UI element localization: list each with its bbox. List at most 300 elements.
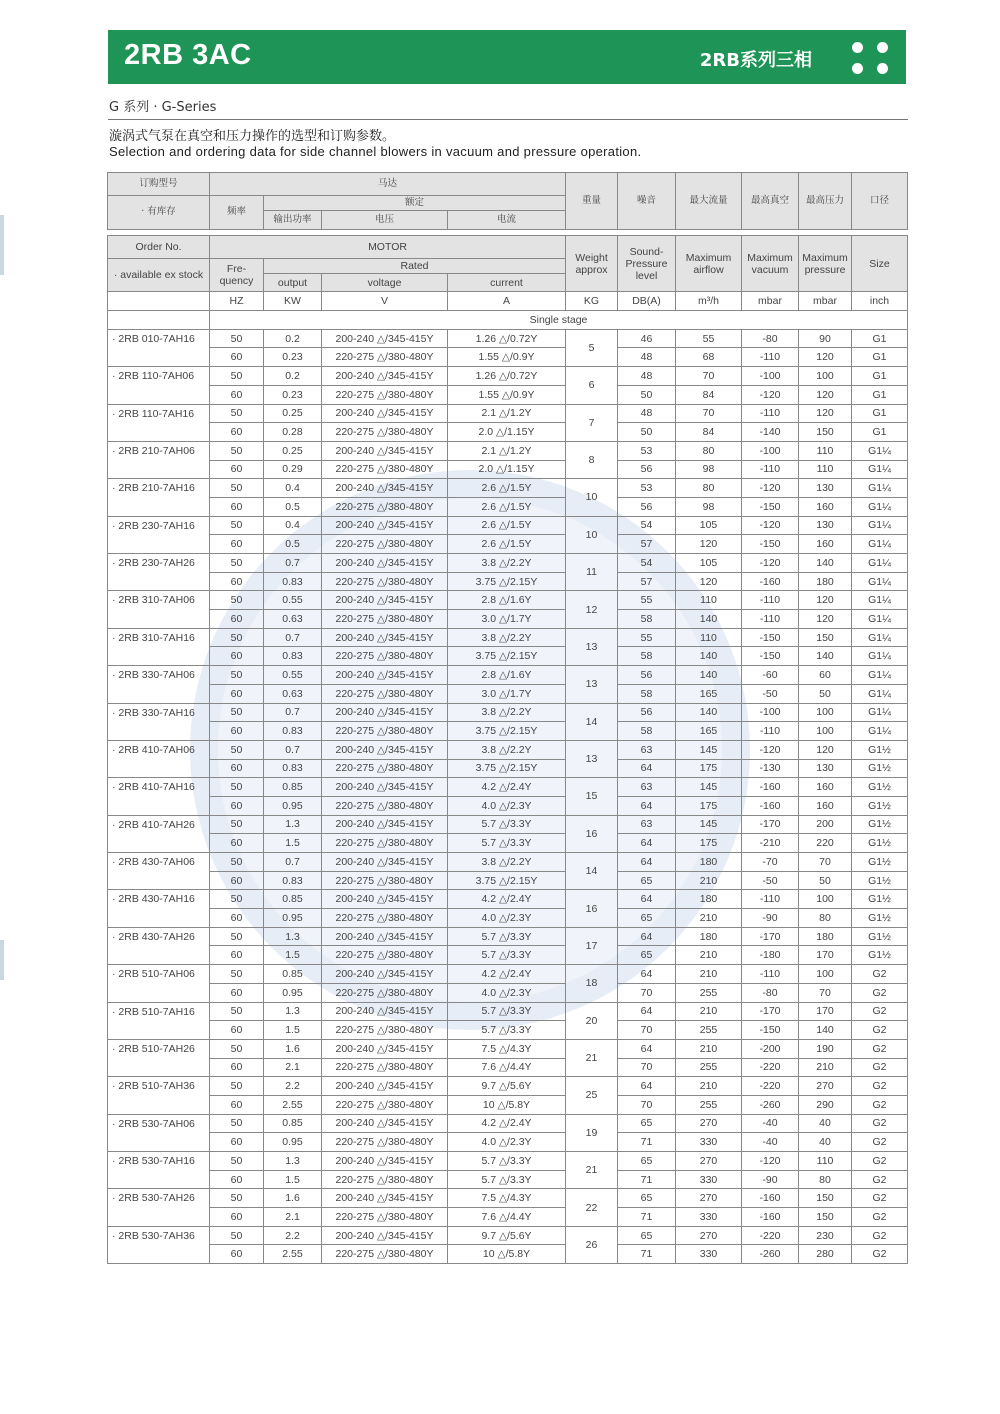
frequency-cell: 50 <box>210 1152 264 1171</box>
size-cell: G2 <box>852 1245 908 1264</box>
current-cell: 1.26 △/0.72Y <box>448 367 566 386</box>
output-cell: 0.83 <box>264 572 322 591</box>
voltage-cell: 200-240 △/345-415Y <box>322 329 448 348</box>
output-cell: 0.95 <box>264 796 322 815</box>
table-row <box>108 367 908 386</box>
size-cell: G1 <box>852 423 908 442</box>
vacuum-cell: -50 <box>742 684 799 703</box>
model-cell: · 2RB 530-7AH06 <box>108 1114 210 1133</box>
table-row <box>108 572 908 591</box>
current-cell: 3.8 △/2.2Y <box>448 554 566 573</box>
cn-vacuum-header: 最高真空 <box>742 173 799 230</box>
unit-airflow: m³/h <box>676 292 742 311</box>
vacuum-cell: -100 <box>742 367 799 386</box>
current-cell: 9.7 △/5.6Y <box>448 1077 566 1096</box>
vacuum-cell: -160 <box>742 796 799 815</box>
voltage-cell: 200-240 △/345-415Y <box>322 1152 448 1171</box>
pressure-cell: 110 <box>799 460 852 479</box>
output-cell: 0.2 <box>264 367 322 386</box>
noise-cell: 70 <box>618 1095 676 1114</box>
frequency-cell: 60 <box>210 834 264 853</box>
vacuum-cell: -210 <box>742 834 799 853</box>
noise-cell: 50 <box>618 423 676 442</box>
size-cell: G1¼ <box>852 572 908 591</box>
table-row <box>108 778 908 797</box>
airflow-cell: 270 <box>676 1189 742 1208</box>
table-row <box>108 460 908 479</box>
weight-cell: 15 <box>566 778 618 815</box>
current-cell: 5.7 △/3.3Y <box>448 1152 566 1171</box>
noise-cell: 53 <box>618 441 676 460</box>
stage-label: Single stage <box>210 311 908 330</box>
table-row <box>108 1095 908 1114</box>
current-cell: 10 △/5.8Y <box>448 1095 566 1114</box>
size-cell: G1½ <box>852 927 908 946</box>
size-cell: G2 <box>852 1208 908 1227</box>
airflow-cell: 165 <box>676 722 742 741</box>
size-cell: G1¼ <box>852 684 908 703</box>
current-cell: 5.7 △/3.3Y <box>448 1002 566 1021</box>
pressure-cell: 40 <box>799 1133 852 1152</box>
noise-cell: 56 <box>618 460 676 479</box>
airflow-cell: 330 <box>676 1208 742 1227</box>
table-row <box>108 871 908 890</box>
vacuum-cell: -200 <box>742 1039 799 1058</box>
voltage-cell: 220-275 △/380-480Y <box>322 610 448 629</box>
pressure-cell: 160 <box>799 796 852 815</box>
frequency-cell: 60 <box>210 1208 264 1227</box>
en-stock-header: · available ex stock <box>108 258 210 292</box>
airflow-cell: 145 <box>676 740 742 759</box>
size-cell: G2 <box>852 983 908 1002</box>
frequency-cell: 60 <box>210 909 264 928</box>
current-cell: 4.2 △/2.4Y <box>448 778 566 797</box>
frequency-cell: 50 <box>210 441 264 460</box>
frequency-cell: 60 <box>210 1245 264 1264</box>
frequency-cell: 60 <box>210 946 264 965</box>
current-cell: 3.75 △/2.15Y <box>448 647 566 666</box>
noise-cell: 58 <box>618 722 676 741</box>
divider <box>108 119 908 120</box>
size-cell: G2 <box>852 1189 908 1208</box>
current-cell: 3.8 △/2.2Y <box>448 853 566 872</box>
noise-cell: 57 <box>618 572 676 591</box>
frequency-cell: 60 <box>210 759 264 778</box>
output-cell: 1.3 <box>264 927 322 946</box>
size-cell: G2 <box>852 1021 908 1040</box>
output-cell: 0.7 <box>264 554 322 573</box>
current-cell: 3.0 △/1.7Y <box>448 684 566 703</box>
weight-cell: 6 <box>566 367 618 404</box>
frequency-cell: 50 <box>210 1226 264 1245</box>
output-cell: 2.1 <box>264 1058 322 1077</box>
current-cell: 3.8 △/2.2Y <box>448 703 566 722</box>
current-cell: 5.7 △/3.3Y <box>448 1021 566 1040</box>
table-row <box>108 946 908 965</box>
current-cell: 2.6 △/1.5Y <box>448 516 566 535</box>
output-cell: 0.28 <box>264 423 322 442</box>
table-row <box>108 1245 908 1264</box>
en-header-row <box>108 235 908 258</box>
table-row <box>108 890 908 909</box>
pressure-cell: 50 <box>799 684 852 703</box>
airflow-cell: 175 <box>676 834 742 853</box>
noise-cell: 57 <box>618 535 676 554</box>
noise-cell: 63 <box>618 815 676 834</box>
voltage-cell: 220-275 △/380-480Y <box>322 1021 448 1040</box>
en-rated-header: Rated <box>264 258 566 273</box>
table-row <box>108 759 908 778</box>
frequency-cell: 60 <box>210 871 264 890</box>
weight-cell: 22 <box>566 1189 618 1226</box>
table-row <box>108 1021 908 1040</box>
spec-table <box>107 172 908 1264</box>
pressure-cell: 230 <box>799 1226 852 1245</box>
size-cell: G1¼ <box>852 703 908 722</box>
voltage-cell: 200-240 △/345-415Y <box>322 441 448 460</box>
vacuum-cell: -110 <box>742 722 799 741</box>
current-cell: 1.55 △/0.9Y <box>448 348 566 367</box>
airflow-cell: 180 <box>676 853 742 872</box>
current-cell: 5.7 △/3.3Y <box>448 1170 566 1189</box>
output-cell: 0.63 <box>264 684 322 703</box>
frequency-cell: 60 <box>210 983 264 1002</box>
frequency-cell: 50 <box>210 740 264 759</box>
noise-cell: 48 <box>618 367 676 386</box>
frequency-cell: 60 <box>210 796 264 815</box>
table-row <box>108 1226 908 1245</box>
output-cell: 1.3 <box>264 815 322 834</box>
current-cell: 2.6 △/1.5Y <box>448 479 566 498</box>
table-row <box>108 834 908 853</box>
model-cell: · 2RB 230-7AH16 <box>108 516 210 535</box>
output-cell: 0.25 <box>264 404 322 423</box>
voltage-cell: 200-240 △/345-415Y <box>322 927 448 946</box>
frequency-cell: 60 <box>210 497 264 516</box>
current-cell: 7.6 △/4.4Y <box>448 1058 566 1077</box>
vacuum-cell: -80 <box>742 329 799 348</box>
table-row <box>108 441 908 460</box>
voltage-cell: 200-240 △/345-415Y <box>322 1077 448 1096</box>
table-row <box>108 610 908 629</box>
voltage-cell: 220-275 △/380-480Y <box>322 1133 448 1152</box>
noise-cell: 46 <box>618 329 676 348</box>
weight-cell: 14 <box>566 853 618 890</box>
current-cell: 3.8 △/2.2Y <box>448 740 566 759</box>
noise-cell: 64 <box>618 834 676 853</box>
noise-cell: 64 <box>618 965 676 984</box>
en-motor-header: MOTOR <box>210 235 566 258</box>
pressure-cell: 100 <box>799 890 852 909</box>
pressure-cell: 120 <box>799 385 852 404</box>
size-cell: G2 <box>852 1002 908 1021</box>
current-cell: 9.7 △/5.6Y <box>448 1226 566 1245</box>
pressure-cell: 60 <box>799 666 852 685</box>
model-cell: · 2RB 510-7AH16 <box>108 1002 210 1021</box>
noise-cell: 71 <box>618 1245 676 1264</box>
description-cn: 漩涡式气泵在真空和压力操作的选型和订购参数。 <box>109 129 396 144</box>
unit-vacuum: mbar <box>742 292 799 311</box>
output-cell: 0.7 <box>264 628 322 647</box>
output-cell: 0.55 <box>264 666 322 685</box>
pressure-cell: 120 <box>799 591 852 610</box>
current-cell: 3.75 △/2.15Y <box>448 871 566 890</box>
table-row <box>108 329 908 348</box>
en-vacuum-header: Maximum vacuum <box>742 235 799 292</box>
pressure-cell: 270 <box>799 1077 852 1096</box>
voltage-cell: 200-240 △/345-415Y <box>322 666 448 685</box>
noise-cell: 58 <box>618 610 676 629</box>
frequency-cell: 50 <box>210 890 264 909</box>
noise-cell: 64 <box>618 1002 676 1021</box>
pressure-cell: 100 <box>799 722 852 741</box>
output-cell: 0.4 <box>264 479 322 498</box>
frequency-cell: 50 <box>210 367 264 386</box>
cn-pressure-header: 最高压力 <box>799 173 852 230</box>
pressure-cell: 190 <box>799 1039 852 1058</box>
current-cell: 3.75 △/2.15Y <box>448 759 566 778</box>
output-cell: 0.95 <box>264 1133 322 1152</box>
frequency-cell: 50 <box>210 479 264 498</box>
size-cell: G1¼ <box>852 628 908 647</box>
vacuum-cell: -40 <box>742 1114 799 1133</box>
size-cell: G1½ <box>852 759 908 778</box>
frequency-cell: 50 <box>210 965 264 984</box>
vacuum-cell: -50 <box>742 871 799 890</box>
airflow-cell: 55 <box>676 329 742 348</box>
table-row <box>108 983 908 1002</box>
current-cell: 4.0 △/2.3Y <box>448 983 566 1002</box>
frequency-cell: 60 <box>210 423 264 442</box>
output-cell: 0.55 <box>264 591 322 610</box>
current-cell: 3.75 △/2.15Y <box>448 572 566 591</box>
current-cell: 5.7 △/3.3Y <box>448 815 566 834</box>
table-row <box>108 666 908 685</box>
frequency-cell: 60 <box>210 1133 264 1152</box>
table-row <box>108 1208 908 1227</box>
output-cell: 1.5 <box>264 834 322 853</box>
page-title: 2RB 3AC <box>124 39 252 71</box>
unit-frequency: HZ <box>210 292 264 311</box>
pressure-cell: 200 <box>799 815 852 834</box>
frequency-cell: 60 <box>210 348 264 367</box>
pressure-cell: 110 <box>799 1152 852 1171</box>
current-cell: 1.26 △/0.72Y <box>448 329 566 348</box>
output-cell: 0.85 <box>264 1114 322 1133</box>
noise-cell: 65 <box>618 1189 676 1208</box>
en-current-header: current <box>448 273 566 292</box>
noise-cell: 70 <box>618 1058 676 1077</box>
output-cell: 0.29 <box>264 460 322 479</box>
noise-cell: 55 <box>618 591 676 610</box>
vacuum-cell: -150 <box>742 628 799 647</box>
output-cell: 0.4 <box>264 516 322 535</box>
size-cell: G1½ <box>852 834 908 853</box>
noise-cell: 55 <box>618 628 676 647</box>
vacuum-cell: -70 <box>742 853 799 872</box>
pressure-cell: 100 <box>799 965 852 984</box>
size-cell: G2 <box>852 1226 908 1245</box>
table-row <box>108 385 908 404</box>
en-voltage-header: voltage <box>322 273 448 292</box>
weight-cell: 8 <box>566 441 618 478</box>
cn-rated-header: 额定 <box>264 196 566 211</box>
output-cell: 1.3 <box>264 1002 322 1021</box>
table-row <box>108 722 908 741</box>
airflow-cell: 175 <box>676 796 742 815</box>
current-cell: 4.2 △/2.4Y <box>448 1114 566 1133</box>
table-row <box>108 1002 908 1021</box>
voltage-cell: 220-275 △/380-480Y <box>322 1058 448 1077</box>
noise-cell: 71 <box>618 1170 676 1189</box>
weight-cell: 13 <box>566 628 618 665</box>
current-cell: 4.0 △/2.3Y <box>448 1133 566 1152</box>
table-row <box>108 628 908 647</box>
noise-cell: 65 <box>618 1152 676 1171</box>
pressure-cell: 70 <box>799 983 852 1002</box>
vacuum-cell: -120 <box>742 479 799 498</box>
pressure-cell: 220 <box>799 834 852 853</box>
airflow-cell: 80 <box>676 441 742 460</box>
airflow-cell: 210 <box>676 946 742 965</box>
vacuum-cell: -120 <box>742 554 799 573</box>
en-order-header: Order No. <box>108 235 210 258</box>
pressure-cell: 120 <box>799 740 852 759</box>
frequency-cell: 60 <box>210 610 264 629</box>
airflow-cell: 140 <box>676 666 742 685</box>
table-row <box>108 1114 908 1133</box>
weight-cell: 13 <box>566 666 618 703</box>
current-cell: 2.0 △/1.15Y <box>448 460 566 479</box>
output-cell: 0.25 <box>264 441 322 460</box>
size-cell: G1½ <box>852 815 908 834</box>
vacuum-cell: -150 <box>742 1021 799 1040</box>
table-row <box>108 684 908 703</box>
noise-cell: 65 <box>618 946 676 965</box>
pressure-cell: 130 <box>799 479 852 498</box>
airflow-cell: 255 <box>676 1095 742 1114</box>
size-cell: G1 <box>852 385 908 404</box>
table-row <box>108 909 908 928</box>
voltage-cell: 200-240 △/345-415Y <box>322 1114 448 1133</box>
airflow-cell: 255 <box>676 1058 742 1077</box>
size-cell: G1½ <box>852 778 908 797</box>
pressure-cell: 150 <box>799 1208 852 1227</box>
airflow-cell: 175 <box>676 759 742 778</box>
voltage-cell: 220-275 △/380-480Y <box>322 684 448 703</box>
pressure-cell: 50 <box>799 871 852 890</box>
current-cell: 5.7 △/3.3Y <box>448 834 566 853</box>
output-cell: 0.83 <box>264 871 322 890</box>
weight-cell: 10 <box>566 516 618 553</box>
airflow-cell: 70 <box>676 367 742 386</box>
model-cell: · 2RB 430-7AH06 <box>108 853 210 872</box>
output-cell: 2.2 <box>264 1077 322 1096</box>
airflow-cell: 210 <box>676 965 742 984</box>
voltage-cell: 220-275 △/380-480Y <box>322 348 448 367</box>
voltage-cell: 220-275 △/380-480Y <box>322 647 448 666</box>
size-cell: G2 <box>852 1114 908 1133</box>
voltage-cell: 200-240 △/345-415Y <box>322 404 448 423</box>
noise-cell: 64 <box>618 927 676 946</box>
frequency-cell: 50 <box>210 404 264 423</box>
vacuum-cell: -90 <box>742 1170 799 1189</box>
weight-cell: 19 <box>566 1114 618 1151</box>
size-cell: G2 <box>852 1133 908 1152</box>
vacuum-cell: -120 <box>742 516 799 535</box>
current-cell: 2.6 △/1.5Y <box>448 535 566 554</box>
weight-cell: 18 <box>566 965 618 1002</box>
unit-noise: DB(A) <box>618 292 676 311</box>
noise-cell: 64 <box>618 1077 676 1096</box>
weight-cell: 21 <box>566 1152 618 1189</box>
voltage-cell: 200-240 △/345-415Y <box>322 1226 448 1245</box>
en-noise-header: Sound- Pressure level <box>618 235 676 292</box>
pressure-cell: 80 <box>799 909 852 928</box>
vacuum-cell: -90 <box>742 909 799 928</box>
vacuum-cell: -220 <box>742 1077 799 1096</box>
noise-cell: 54 <box>618 554 676 573</box>
noise-cell: 53 <box>618 479 676 498</box>
vacuum-cell: -150 <box>742 647 799 666</box>
current-cell: 2.1 △/1.2Y <box>448 404 566 423</box>
voltage-cell: 220-275 △/380-480Y <box>322 796 448 815</box>
voltage-cell: 200-240 △/345-415Y <box>322 628 448 647</box>
size-cell: G1¼ <box>852 497 908 516</box>
vacuum-cell: -170 <box>742 927 799 946</box>
voltage-cell: 200-240 △/345-415Y <box>322 1189 448 1208</box>
noise-cell: 71 <box>618 1133 676 1152</box>
dots-icon <box>852 42 892 74</box>
weight-cell: 11 <box>566 554 618 591</box>
airflow-cell: 140 <box>676 703 742 722</box>
voltage-cell: 220-275 △/380-480Y <box>322 535 448 554</box>
model-cell: · 2RB 510-7AH36 <box>108 1077 210 1096</box>
size-cell: G1¼ <box>852 554 908 573</box>
vacuum-cell: -140 <box>742 423 799 442</box>
airflow-cell: 145 <box>676 815 742 834</box>
header-bar <box>108 30 906 84</box>
current-cell: 3.8 △/2.2Y <box>448 628 566 647</box>
size-cell: G1½ <box>852 890 908 909</box>
airflow-cell: 68 <box>676 348 742 367</box>
description-en: Selection and ordering data for side channel blowers in vacuum and pressure operation. <box>109 144 642 159</box>
airflow-cell: 255 <box>676 1021 742 1040</box>
model-cell: · 2RB 510-7AH06 <box>108 965 210 984</box>
vacuum-cell: -260 <box>742 1245 799 1264</box>
output-cell: 1.5 <box>264 1170 322 1189</box>
frequency-cell: 50 <box>210 703 264 722</box>
table-row <box>108 1189 908 1208</box>
airflow-cell: 270 <box>676 1152 742 1171</box>
noise-cell: 54 <box>618 516 676 535</box>
unit-size: inch <box>852 292 908 311</box>
airflow-cell: 84 <box>676 423 742 442</box>
airflow-cell: 330 <box>676 1245 742 1264</box>
table-row <box>108 591 908 610</box>
vacuum-cell: -220 <box>742 1226 799 1245</box>
pressure-cell: 100 <box>799 703 852 722</box>
weight-cell: 17 <box>566 927 618 964</box>
noise-cell: 48 <box>618 348 676 367</box>
table-row <box>108 1152 908 1171</box>
frequency-cell: 60 <box>210 722 264 741</box>
table-row <box>108 348 908 367</box>
voltage-cell: 200-240 △/345-415Y <box>322 740 448 759</box>
pressure-cell: 140 <box>799 554 852 573</box>
page-edge-mark <box>0 940 4 980</box>
output-cell: 0.7 <box>264 853 322 872</box>
